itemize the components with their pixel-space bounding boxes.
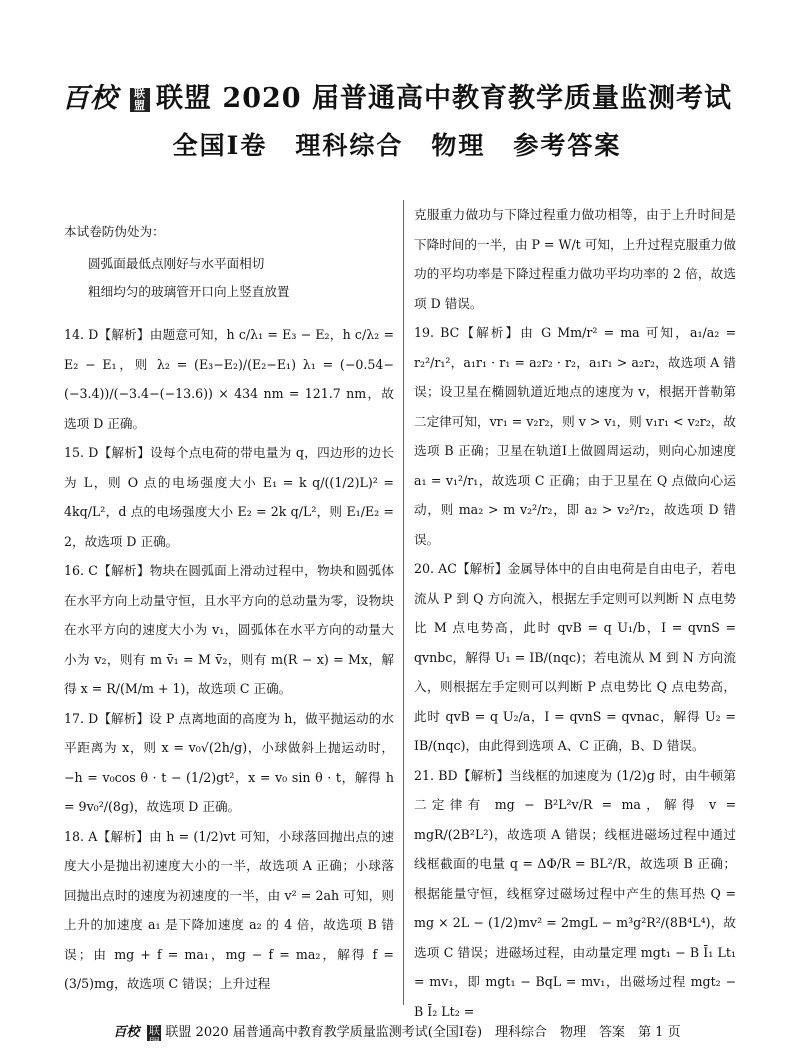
exam-title: 联盟 2020 届普通高中教育教学质量监测考试 bbox=[156, 83, 732, 114]
notice-item: 圆弧面最低点刚好与水平面相切 bbox=[88, 256, 265, 271]
page-subtitle bbox=[0, 126, 794, 162]
footer-brand: 百校 bbox=[113, 1025, 140, 1040]
page-footer bbox=[0, 1021, 794, 1049]
answer-18: 18. A【解析】由 h = (1/2)vt 可知，小球落回抛出点的速度大小是抛出初速度大小的一半，故选项 A 正确；小球落回抛出点时的速度为初速度的一半，由 v² = 2ah 可知，则上升的加速度 a₁ 是下降加速度 a₂ 的 4 倍，故选项 B 错误；由 mg + f = ma₁，mg − f = ma₂，解得 f = (3/5)mg，故选项 C 错误；上升过程 bbox=[64, 828, 394, 991]
answer-20: 20. AC【解析】金属导体中的自由电荷是自由电子，若电流从 P 到 Q 方向流入，根据左手定则可以判断 N 点电势比 M 点电势高，此时 qvB = q U₁/b，I = qvnS = qvnbc，解得 U₁ = IB/(nqc)；若电流从 M 到 N 方向流入，则根据左手定则可以判断 P 点电势比 Q 点电势高，此时 qvB = q U₂/a，I = qvnS = qvnac，解得 U₂ = IB/(nqc)，由此得到选项 A、C 正确，B、D 错误。 bbox=[414, 561, 736, 753]
column-divider bbox=[403, 200, 404, 1005]
subtitle-subject: 理科综合 bbox=[295, 131, 404, 160]
subtitle-answers: 参考答案 bbox=[513, 131, 622, 160]
subtitle-discipline: 物理 bbox=[431, 131, 486, 160]
subtitle-paper: 全国Ⅰ卷 bbox=[172, 131, 268, 160]
brand-logo-text: 百校 bbox=[62, 83, 119, 114]
answer-18-continued: 克服重力做功与下降过程重力做功相等，由于上升时间是下降时间的一半，由 P = W/t 可知，上升过程克服重力做功的平均功率是下降过程重力做功平均功率的 2 倍，故选项 D 错误。 bbox=[414, 207, 736, 311]
notice-item: 粗细均匀的玻璃管开口向上竖直放置 bbox=[88, 284, 290, 299]
left-column bbox=[64, 200, 394, 999]
answer-17: 17. D【解析】设 P 点离地面的高度为 h，做平抛运动的水平距离为 x，则 x = v₀√(2h/g)，小球做斜上抛运动时，−h = v₀cos θ · t − (1/2)gt²，x = v₀ sin θ · t，解得 h = 9v₀²/(8g)，故选项 D 正确。 bbox=[64, 710, 394, 814]
notice-title: 本试卷防伪处为： bbox=[64, 224, 165, 239]
seal-logo: 联盟 bbox=[130, 88, 150, 112]
answer-14: 14. D【解析】由题意可知，h c/λ₁ = E₃ − E₂，h c/λ₂ = E₂ − E₁，则 λ₂ = (E₃−E₂)/(E₂−E₁) λ₁ = (−0.54−(−3.4))/(−3.4−(−13.6)) × 434 nm = 121.7 nm，故选项 D 正确。 bbox=[64, 327, 394, 431]
footer-text: 联盟 2020 届普通高中教育教学质量监测考试(全国Ⅰ卷) 理科综合 物理 答案 第 1 页 bbox=[165, 1025, 681, 1040]
answer-19: 19. BC【解析】由 G Mm/r² = ma 可知，a₁/a₂ = r₂²/r₁²，a₁r₁ · r₁ = a₂r₂ · r₂，a₁r₁ > a₂r₂，故选项 A 错误；设卫星在椭圆轨道近地点的速度为 v，根据开普勒第二定律可知，vr₁ = v₂r₂，则 v > v₁，则 v₁r₁ < v₂r₂，故选项 B 正确；卫星在轨道Ⅰ上做圆周运动，则向心加速度 a₁ = v₁²/r₁，故选项 C 正确；由于卫星在 Q 点做向心运动，则 ma₂ > m v₂²/r₂，即 a₂ > v₂²/r₂，故选项 D 错误。 bbox=[414, 325, 736, 547]
answer-16: 16. C【解析】物块在圆弧面上滑动过程中，物块和圆弧体在水平方向上动量守恒，且水平方向的总动量为零，设物块在水平方向的速度大小为 v₁，圆弧体在水平方向的动量大小为 v₂，则有 m v̄₁ = M v̄₂，则有 m(R − x) = Mx，解得 x = R/(M/m + 1)，故选项 C 正确。 bbox=[64, 563, 394, 696]
answer-21: 21. BD【解析】当线框的加速度为 (1/2)g 时，由牛顿第二定律有 mg − B²L²v/R = ma，解得 v = mgR/(2B²L²)，故选项 A 错误；线框进磁场过程中通过线框截面的电量 q = ΔΦ/R = BL²/R，故选项 B 正确；根据能量守恒，线框穿过磁场过程中产生的焦耳热 Q = mg × 2L − (1/2)mv² = 2mgL − m³g²R²/(8B⁴L⁴)，故选项 C 错误；进磁场过程，由动量定理 mgt₁ − B Ī₁ Lt₁ = mv₁，即 mgt₁ − BqL = mv₁，出磁场过程 mgt₂ − B Ī₂ Lt₂ = bbox=[414, 767, 736, 1019]
answer-15: 15. D【解析】设每个点电荷的带电量为 q，四边形的边长为 L，则 O 点的电场强度大小 E₁ = k q/((1/2)L)² = 4kq/L²，d 点的电场强度大小 E₂ = 2k q/L²，则 E₁/E₂ = 2，故选项 D 正确。 bbox=[64, 445, 394, 549]
footer-seal: 联盟 bbox=[148, 1023, 160, 1049]
right-column bbox=[414, 200, 736, 1026]
page-header-title bbox=[0, 76, 794, 115]
